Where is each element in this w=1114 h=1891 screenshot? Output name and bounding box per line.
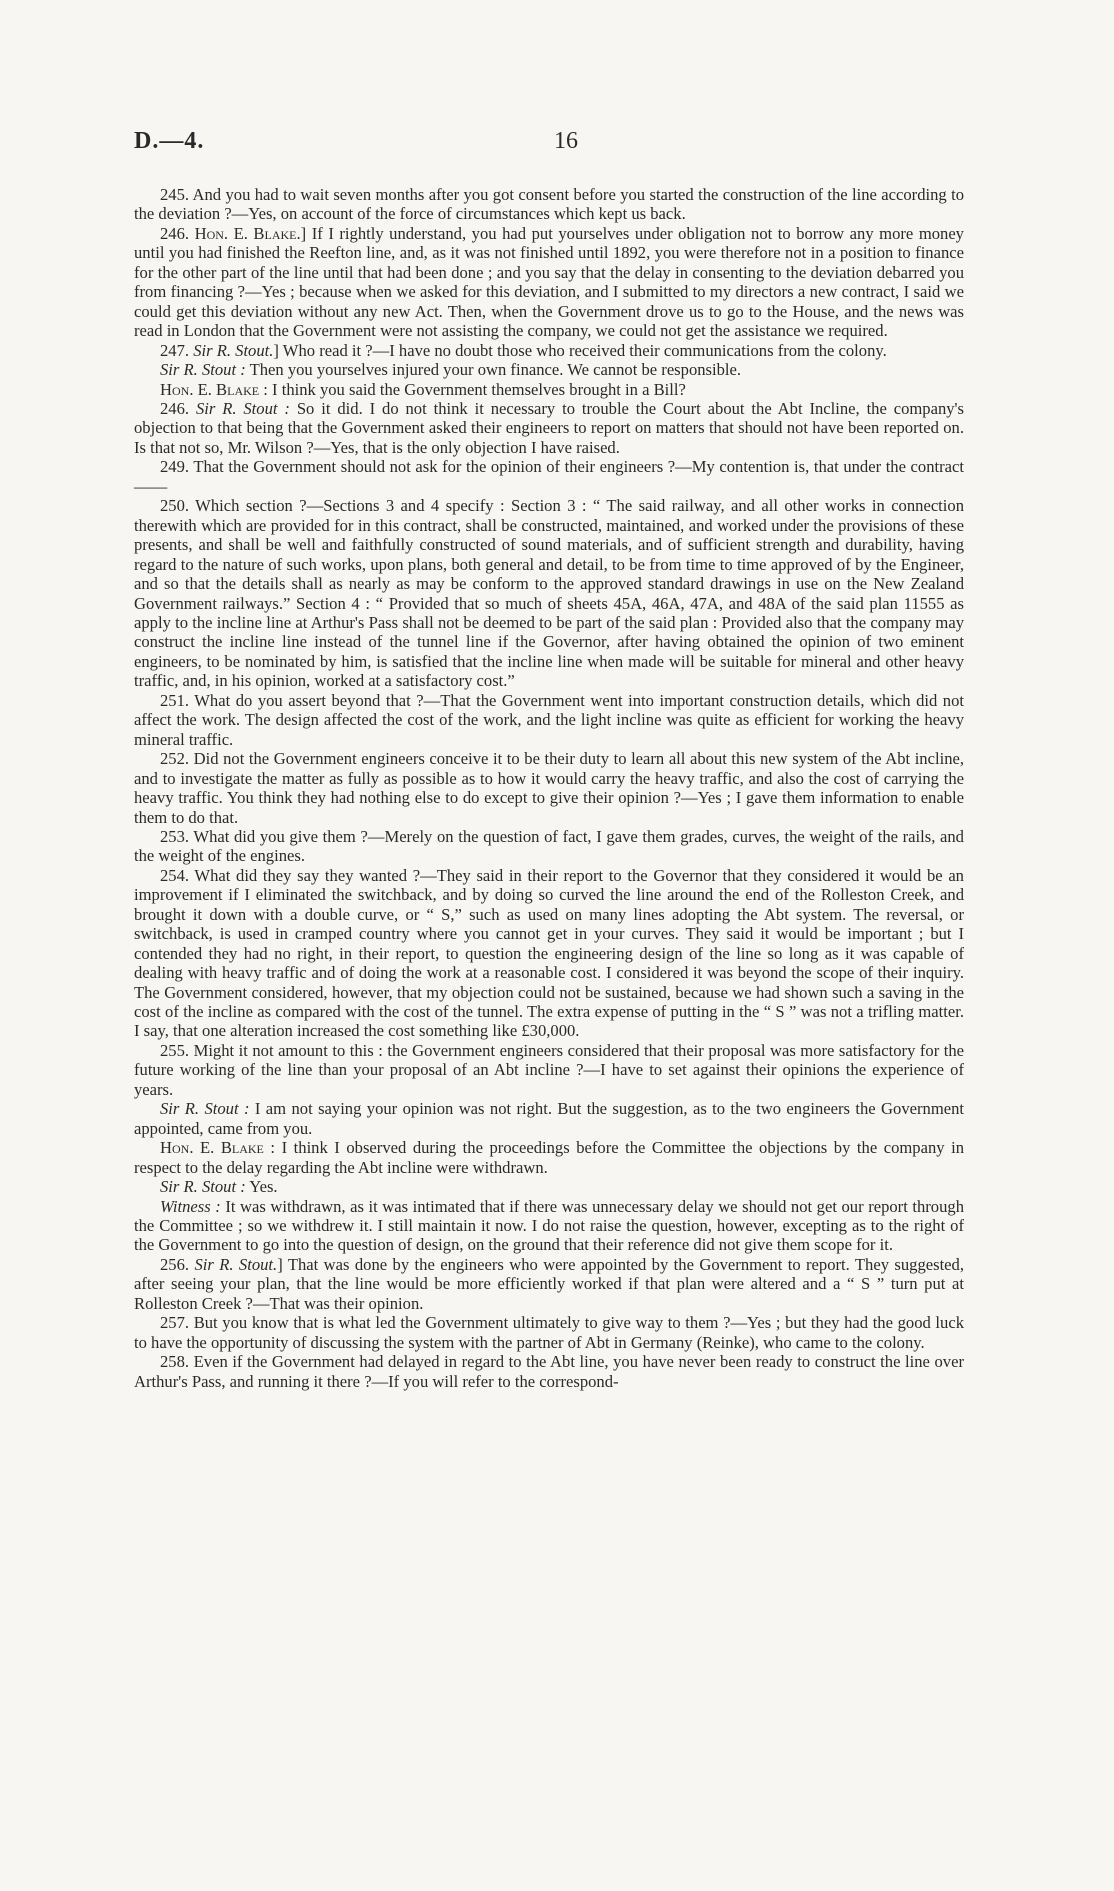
speaker-name: Hon. E. Blake. — [194, 223, 301, 243]
paragraph-text: If I rightly understand, you had put yourselves under obligation not to borrow any more money until you had finished the Reefton line, and, as it was not finished until 1892, you were therefore not in a position to finance for the other part of the line until that had been done ; and you say that the delay in consenting to the deviation debarred you from financing ?—Yes ; because when we asked for this deviation, and I submitted to my directors a new contract, I said we could get this deviation without any new Act. Then, when the Government drove us to go to the House, and the news was read in London that the Government were not assisting the company, we could not get the assistance we required. — [134, 223, 964, 341]
testimony-paragraph — [134, 1255, 964, 1313]
paragraph-text: That the Government should not ask for the opinion of their engineers ?—My contention is, that under the contract—— — [134, 457, 964, 496]
question-number: 258. — [160, 1352, 190, 1372]
speaker-name: Sir R. Stout : — [195, 398, 290, 418]
question-number: 246. — [160, 223, 190, 243]
speaker-name: Sir R. Stout : — [160, 360, 246, 380]
testimony-paragraph — [134, 1177, 964, 1196]
testimony-paragraph — [134, 691, 964, 749]
question-number: 245. — [160, 185, 190, 204]
question-number: 256. — [160, 1254, 190, 1274]
paragraph-text: That was done by the engineers who were appointed by the Government to report. They suggested, after seeing your plan, that the line would be more efficiently worked if that plan were altered and a “ S ” turn put at Rolleston Creek ?—That was their opinion. — [134, 1254, 964, 1313]
separator: ] — [277, 1254, 288, 1274]
testimony-text — [134, 185, 964, 1391]
paragraph-text: I think you said the Government themselves brought in a Bill? — [272, 379, 686, 399]
paragraph-text: So it did. I do not think it necessary to trouble the Court about the Abt Incline, the company's objection to that being that the Government asked their engineers to report on matters that should not have been reported on. Is that not so, Mr. Wilson ?—Yes, that is the only objection I have raised. — [134, 398, 965, 457]
separator: : — [259, 379, 273, 399]
question-number: 251. — [160, 690, 190, 710]
paragraph-text: And you had to wait seven months after you got consent before you started the construction of the line according to the deviation ?—Yes, on account of the force of circumstances which kept us back. — [134, 185, 964, 224]
separator — [290, 399, 297, 418]
speaker-name: Sir R. Stout : — [160, 1099, 250, 1119]
question-number: 246. — [160, 398, 190, 418]
question-number: 253. — [160, 826, 190, 846]
testimony-paragraph — [134, 185, 964, 224]
separator: ] — [273, 340, 283, 360]
paragraph-text: Who read it ?—I have no doubt those who received their communications from the colony. — [282, 340, 887, 360]
paragraph-text: I am not saying your opinion was not right. But the suggestion, as to the two engineers the Government appointed, came from you. — [134, 1099, 965, 1138]
testimony-paragraph — [134, 866, 964, 1041]
question-number: 255. — [160, 1040, 190, 1060]
paragraph-text: I think I observed during the proceedings before the Committee the objections by the company in respect to the delay regarding the Abt incline were withdrawn. — [134, 1138, 964, 1177]
paragraph-text: Even if the Government had delayed in regard to the Abt line, you have never been ready to construct the line over Arthur's Pass, and running it there ?—If you will refer to the correspond- — [134, 1352, 964, 1391]
paragraph-text: It was withdrawn, as it was intimated that if there was unnecessary delay we should not get our report through the Committee ; so we withdrew it. I still maintain it now. I do not raise the question, however, excepting as to the right of the Government to go into the question of design, on the ground that their reference did not give them scope for it. — [134, 1196, 964, 1255]
speaker-name: Hon. E. Blake — [160, 379, 260, 399]
question-number: 249. — [160, 457, 190, 477]
page-header — [134, 128, 964, 158]
testimony-paragraph — [134, 827, 964, 866]
paragraph-text: Might it not amount to this : the Government engineers considered that their proposal was more satisfactory for the future working of the line than your proposal of an Abt incline ?—I have to set against their opinions the experience of years. — [134, 1040, 964, 1099]
document-reference: D.—4. — [134, 128, 205, 154]
testimony-paragraph — [134, 360, 964, 379]
speaker-name: Sir R. Stout : — [160, 1177, 246, 1197]
question-number: 250. — [160, 496, 190, 516]
testimony-paragraph — [134, 224, 964, 341]
testimony-paragraph — [134, 341, 964, 360]
paragraph-text: But you know that is what led the Government ultimately to give way to them ?—Yes ; but they had the good luck to have the opportunity of discussing the system with the partner of Abt in Germany (Reinke), who came to the colony. — [134, 1313, 964, 1352]
testimony-paragraph — [134, 1197, 964, 1255]
testimony-paragraph — [134, 1352, 964, 1391]
testimony-paragraph — [134, 496, 964, 691]
question-number: 247. — [160, 340, 190, 360]
speaker-name: Sir R. Stout. — [193, 340, 274, 360]
paragraph-text: Yes. — [249, 1177, 278, 1197]
testimony-paragraph — [134, 1099, 964, 1138]
testimony-paragraph — [134, 749, 964, 827]
testimony-paragraph — [134, 1313, 964, 1352]
testimony-paragraph — [134, 1041, 964, 1099]
paragraph-text: Did not the Government engineers conceive it to be their duty to learn all about this new system of the Abt incline, and to investigate the matter as fully as possible as to how it would carry the heavy traffic, and also the cost of carrying the heavy traffic. You think they had nothing else to do except to give their opinion ?—Yes ; I gave them information to enable them to do that. — [134, 749, 965, 827]
page-number: 16 — [554, 128, 578, 154]
testimony-paragraph — [134, 380, 964, 399]
speaker-name: Witness : — [160, 1196, 221, 1216]
separator: ] — [300, 223, 312, 243]
paragraph-text: Which section ?—Sections 3 and 4 specify : Section 3 : “ The said railway, and all other works in connection therewith which are provided for in this contract, shall be constructed, maintained, and worked under the provisions of these presents, and shall be well and faithfully constructed of sound materials, and of sufficient strength and durability, having regard to the nature of such works, upon plans, both general and detail, to be from time to time approved of by the Engineer, and so that the details shall as nearly as may be conform to the approved standard drawings in use on the New Zealand Government railways.” Section 4 : “ Provided that so much of sheets 45A, 46A, 47A, and 48A of the said plan 11555 as apply to the incline line at Arthur's Pass shall not be deemed to be part of the said plan : Provided also that the company may construct the incline line instead of the tunnel line if the Governor, after having obtained the opinion of two eminent engineers, to be nominated by him, is satisfied that the incline line when made will be suitable for mineral and other heavy traffic, and, in his opinion, worked at a satisfactory cost.” — [134, 496, 964, 691]
paragraph-text: What did they say they wanted ?—They said in their report to the Governor that they considered it would be an improvement if I eliminated the switchback, and by doing so curved the line around the end of the Rolleston Creek, and brought it down with a double curve, or “ S,” such as used on many lines adopting the Abt system. The reversal, or switchback, is used in cramped country where you cannot get in your curves. They said it would be important ; but I contended they had no right, in their report, to question the engineering design of the line so long as it was capable of dealing with heavy traffic and of doing the work at a reasonable cost. I considered it was beyond the scope of their inquiry. The Government considered, however, that my objection could not be sustained, because we had shown such a saving in the cost of the incline as compared with the cost of the tunnel. The extra expense of putting in the “ S ” was not a trifling matter. I say, that one alteration increased the cost something like £30,000. — [134, 865, 964, 1041]
paragraph-text: What do you assert beyond that ?—That the Government went into important construction details, which did not affect the work. The design affected the cost of the work, and the light incline was quite as efficient for working the heavy mineral traffic. — [134, 690, 964, 749]
testimony-paragraph — [134, 1138, 964, 1177]
speaker-name: Hon. E. Blake — [160, 1138, 264, 1158]
question-number: 254. — [160, 865, 190, 885]
paragraph-text: Then you yourselves injured your own finance. We cannot be responsible. — [249, 360, 742, 380]
question-number: 257. — [160, 1313, 190, 1333]
paragraph-text: What did you give them ?—Merely on the question of fact, I gave them grades, curves, the weight of the rails, and the weight of the engines. — [134, 826, 964, 866]
separator: : — [263, 1138, 282, 1158]
testimony-paragraph — [134, 457, 964, 496]
speaker-name: Sir R. Stout. — [194, 1254, 278, 1274]
testimony-paragraph — [134, 399, 964, 457]
question-number: 252. — [160, 749, 190, 769]
